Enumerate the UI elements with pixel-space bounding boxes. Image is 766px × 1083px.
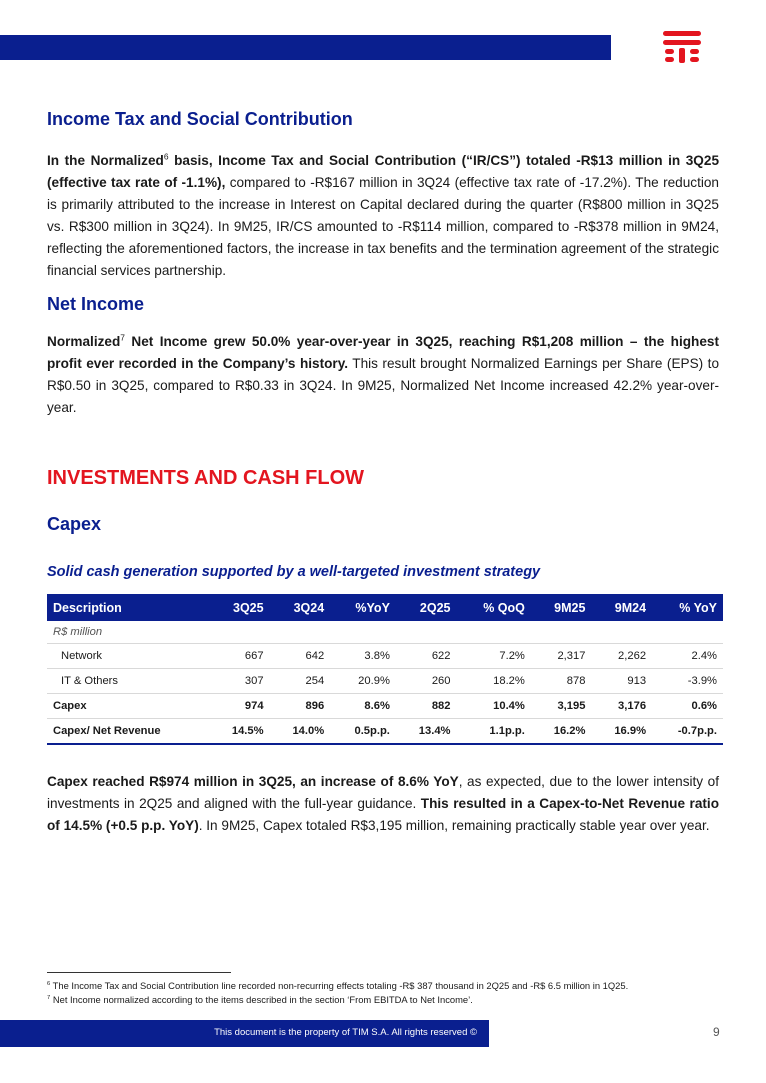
capex-paragraph: [47, 771, 719, 837]
table-cell: 20.9%: [330, 669, 396, 694]
header-2q25: 2Q25: [396, 594, 457, 621]
header-yoy: %YoY: [330, 594, 396, 621]
table-cell: 260: [396, 669, 457, 694]
row-label: Network: [47, 644, 209, 669]
income-tax-heading: Income Tax and Social Contribution: [47, 109, 353, 129]
table-cell: 882: [396, 694, 457, 719]
capex-text-1: , as expected, due to the lower intensity of investments in 2Q25 and aligned with the full-year guidance.: [47, 774, 719, 811]
row-label: Capex/ Net Revenue: [47, 719, 209, 745]
footer-notice: This document is the property of TIM S.A. All rights reserved ©: [214, 1027, 477, 1038]
income-tax-text: compared to -R$167 million in 3Q24 (effective tax rate of -17.2%). The reduction is primarily attributed to the increase in Interest on Capital declared during the quarter (R$800 million in 3Q25 vs. R$300 million in 3Q24). In 9M25, IR/CS amounted to -R$114 million, compared to -R$378 million in 9M24, reflecting the aforementioned factors, the increase in tax benefits and the termination agreement of the strategic financial services partnership.: [47, 175, 719, 278]
footnote-text: Net Income normalized according to the items described in the section ‘From EBITDA to Net Income’.: [50, 994, 473, 1005]
header-3q24: 3Q24: [270, 594, 331, 621]
header-qoq: % QoQ: [457, 594, 531, 621]
table-cell: 18.2%: [457, 669, 531, 694]
capex-subheading: Solid cash generation supported by a well-targeted investment strategy: [47, 564, 541, 580]
header-9m-yoy: % YoY: [652, 594, 723, 621]
table-cell: 8.6%: [330, 694, 396, 719]
footnote-6: [47, 980, 628, 991]
footnote-ref-6: 6: [163, 151, 169, 162]
net-income-paragraph: [47, 331, 719, 419]
table-cell: 14.5%: [209, 719, 270, 745]
table-cell: 1.1p.p.: [457, 719, 531, 745]
table-cell: 307: [209, 669, 270, 694]
capex-text-2: . In 9M25, Capex totaled R$3,195 million, remaining practically stable year over year.: [198, 818, 710, 833]
footnote-ref-7: 7: [120, 332, 125, 343]
net-income-bold-b: Net Income grew 50.0% year-over-year in 3Q25, reaching R$1,208 million – the highest profit ever recorded in the Company’s history.: [47, 334, 719, 371]
tim-logo-icon: [663, 31, 701, 63]
table-cell: 0.6%: [652, 694, 723, 719]
capex-bold-1: Capex reached R$974 million in 3Q25, an increase of 8.6% YoY: [47, 774, 459, 789]
table-cell: 16.2%: [531, 719, 592, 745]
footnote-number: 6: [47, 980, 51, 987]
table-cell: 14.0%: [270, 719, 331, 745]
table-cell: 3,176: [591, 694, 652, 719]
unit-row: [47, 621, 723, 644]
net-income-text: This result brought Normalized Earnings per Share (EPS) to R$0.50 in 3Q25, compared to R$0.33 in 3Q24. In 9M25, Normalized Net Income increased 42.2% year-over-year.: [47, 356, 720, 415]
income-tax-bold-b: basis, Income Tax and Social Contribution (“IR/CS”) totaled -R$13 million in 3Q25 (effective tax rate of -1.1%),: [47, 153, 720, 190]
table-cell: 878: [531, 669, 592, 694]
table-cell: 667: [209, 644, 270, 669]
table-cell: 16.9%: [591, 719, 652, 745]
table-cell: 913: [591, 669, 652, 694]
header-3q25: 3Q25: [209, 594, 270, 621]
table-row-capex-ratio: [47, 719, 723, 745]
footnote-number: 7: [47, 994, 51, 1001]
income-tax-paragraph: [47, 150, 719, 282]
capex-bold-2: This resulted in a Capex-to-Net Revenue ratio of 14.5% (+0.5 p.p. YoY): [47, 796, 719, 833]
table-cell: 622: [396, 644, 457, 669]
capex-heading: Capex: [47, 514, 102, 534]
table-cell: 896: [270, 694, 331, 719]
table-cell: 254: [270, 669, 331, 694]
investments-heading: INVESTMENTS AND CASH FLOW: [47, 467, 365, 489]
row-label: IT & Others: [47, 669, 209, 694]
header-description: Description: [47, 594, 209, 621]
footnote-text: The Income Tax and Social Contribution line recorded non-recurring effects totaling -R$ 387 thousand in 2Q25 and -R$ 6.5 million in 1Q25.: [50, 980, 629, 991]
row-label: Capex: [47, 694, 209, 719]
table-cell: -0.7p.p.: [652, 719, 723, 745]
table-cell: 13.4%: [396, 719, 457, 745]
table-header-row: [47, 594, 723, 621]
table-row: [47, 644, 723, 669]
header-9m24: 9M24: [591, 594, 652, 621]
table-cell: 2.4%: [652, 644, 723, 669]
page-number: 9: [713, 1025, 720, 1039]
table-row: [47, 669, 723, 694]
header-bar: [0, 35, 611, 60]
table-cell: 3,195: [531, 694, 592, 719]
table-cell: 2,317: [531, 644, 592, 669]
footnote-7: [47, 994, 473, 1005]
table-cell: 10.4%: [457, 694, 531, 719]
table-cell: 7.2%: [457, 644, 531, 669]
footnote-divider: [47, 972, 231, 973]
capex-table: [47, 594, 723, 745]
table-row-capex: [47, 694, 723, 719]
table-cell: 2,262: [591, 644, 652, 669]
net-income-bold-a: Normalized: [47, 334, 121, 349]
net-income-heading: Net Income: [47, 294, 145, 314]
table-cell: -3.9%: [652, 669, 723, 694]
footer-bar: [0, 1020, 489, 1047]
table-cell: 642: [270, 644, 331, 669]
table-cell: 0.5p.p.: [330, 719, 396, 745]
table-cell: 974: [209, 694, 270, 719]
unit-label: R$ million: [47, 621, 723, 644]
header-9m25: 9M25: [531, 594, 592, 621]
income-tax-bold-a: In the Normalized: [47, 153, 164, 168]
table-cell: 3.8%: [330, 644, 396, 669]
